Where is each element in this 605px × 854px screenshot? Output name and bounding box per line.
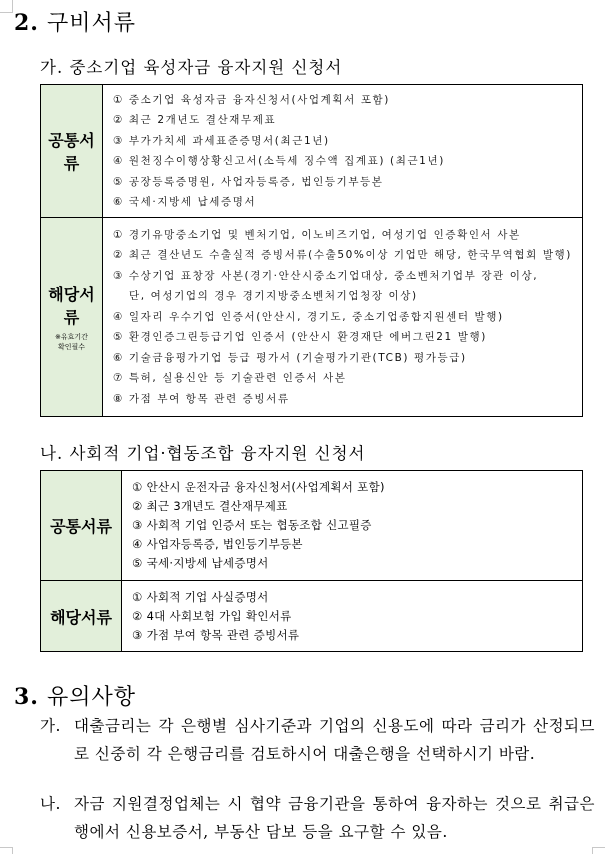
applicable-documents-list [122, 581, 583, 652]
list-item: ⑥ 국세·지방세 납세증명서 [112, 196, 257, 208]
section-number: 2. [14, 10, 39, 36]
list-item: ③ 수상기업 표창장 사본(경기·안산시중소기업대상, 중소벤처기업부 장관 이상, [112, 269, 539, 282]
list-item: ② 최근 결산년도 수출실적 증빙서류(수출50%이상 기업만 해당, 한국무역협회 발행) [112, 249, 572, 262]
list-item: ① 경기유망중소기업 및 벤처기업, 이노비즈기업, 여성기업 인증확인서 사본 [112, 228, 521, 241]
common-documents-list [122, 471, 583, 581]
list-item: ④ 일자리 우수기업 인증서(안산시, 경기도, 중소기업종합지원센터 발행) [112, 310, 504, 323]
row-label-applicable [41, 218, 103, 417]
list-item: ① 중소기업 육성자금 융자신청서(사업계획서 포함) [112, 93, 390, 106]
subsection-marker: 나. [40, 444, 64, 463]
row-label-common: 공통서류 [41, 471, 122, 581]
section-title: 구비서류 [46, 11, 136, 36]
list-item: ③ 가점 부여 항목 관련 증빙서류 [132, 627, 300, 642]
list-item-continuation: 단, 여성기업의 경우 경기지방중소벤처기업청장 이상) [128, 290, 418, 303]
list-item: ⑥ 기술금융평가기업 등급 평가서 (기술평가기관(TCB) 평가등급) [112, 351, 467, 364]
applicable-documents-list [102, 218, 582, 417]
list-item: ⑦ 특허, 실용신안 등 기술관련 인증서 사본 [112, 372, 347, 385]
subsection-heading-sme-loan [40, 54, 342, 78]
social-enterprise-documents-table [40, 470, 583, 652]
sme-loan-documents-table [40, 84, 583, 417]
list-item: ⑤ 공장등록증명원, 사업자등록증, 법인등기부등본 [112, 175, 384, 188]
table-row-applicable [41, 218, 583, 417]
note-marker: 가. [40, 717, 61, 735]
validity-note-line1: ※유효기간 [55, 333, 88, 341]
list-item: ⑤ 국세·지방세 납세증명서 [132, 556, 269, 570]
validity-note-line2: 확인필수 [57, 343, 86, 351]
validity-note [42, 332, 101, 352]
note-paragraph-guarantee [40, 790, 595, 846]
subsection-heading-social-enterprise-loan [40, 440, 365, 464]
subsection-marker: 가. [40, 58, 64, 77]
table-row-common [41, 85, 583, 218]
row-label-applicable-text: 해당서류 [48, 285, 95, 327]
list-item: ③ 부가가치세 과세표준증명서(최근1년) [112, 134, 330, 147]
page-corner-mark [0, 847, 13, 854]
section-title: 유의사항 [46, 685, 136, 710]
list-item: ⑤ 환경인증그린등급기업 인증서 (안산시 환경재단 에버그린21 발행) [112, 331, 487, 344]
page-corner-mark [0, 0, 13, 13]
list-item: ① 안산시 운전자금 융자신청서(사업계획서 포함) [132, 480, 385, 494]
list-item: ④ 사업자등록증, 법인등기부등본 [132, 537, 303, 551]
note-text: 자금 지원결정업체는 시 협약 금융기관을 통하여 융자하는 것으로 취급은행에서 신용보증서, 부동산 담보 등을 요구할 수 있음. [74, 795, 595, 841]
row-label-common: 공통서류 [41, 85, 103, 218]
table-row-applicable [41, 581, 583, 652]
list-item: ① 사회적 기업 사실증명서 [132, 589, 269, 604]
list-item: ② 최근 3개년도 결산재무제표 [132, 499, 288, 513]
row-label-applicable: 해당서류 [41, 581, 122, 652]
list-item: ③ 사회적 기업 인증서 또는 협동조합 신고필증 [132, 518, 372, 532]
section-heading-required-documents [14, 6, 136, 37]
subsection-title: 사회적 기업·협동조합 융자지원 신청서 [69, 444, 366, 463]
page-corner-mark [592, 847, 605, 854]
table-row-common [41, 471, 583, 581]
note-marker: 나. [40, 795, 61, 813]
note-text: 대출금리는 각 은행별 심사기준과 기업의 신용도에 따라 금리가 산정되므로 신중히 각 은행금리를 검토하시어 대출은행을 선택하시기 바람. [74, 717, 595, 763]
list-item: ⑧ 가점 부여 항목 관련 증빙서류 [112, 392, 290, 405]
note-paragraph-interest-rate [40, 712, 595, 768]
list-item: ④ 원천징수이행상황신고서(소득세 징수액 집계표) (최근1년) [112, 155, 445, 167]
list-item: ② 최근 2개년도 결산재무제표 [112, 114, 277, 126]
list-item: ② 4대 사회보험 가입 확인서류 [132, 608, 292, 623]
subsection-title: 중소기업 육성자금 융자지원 신청서 [69, 58, 343, 77]
section-heading-notes [14, 680, 136, 711]
section-number: 3. [14, 684, 39, 710]
common-documents-list [102, 85, 582, 218]
